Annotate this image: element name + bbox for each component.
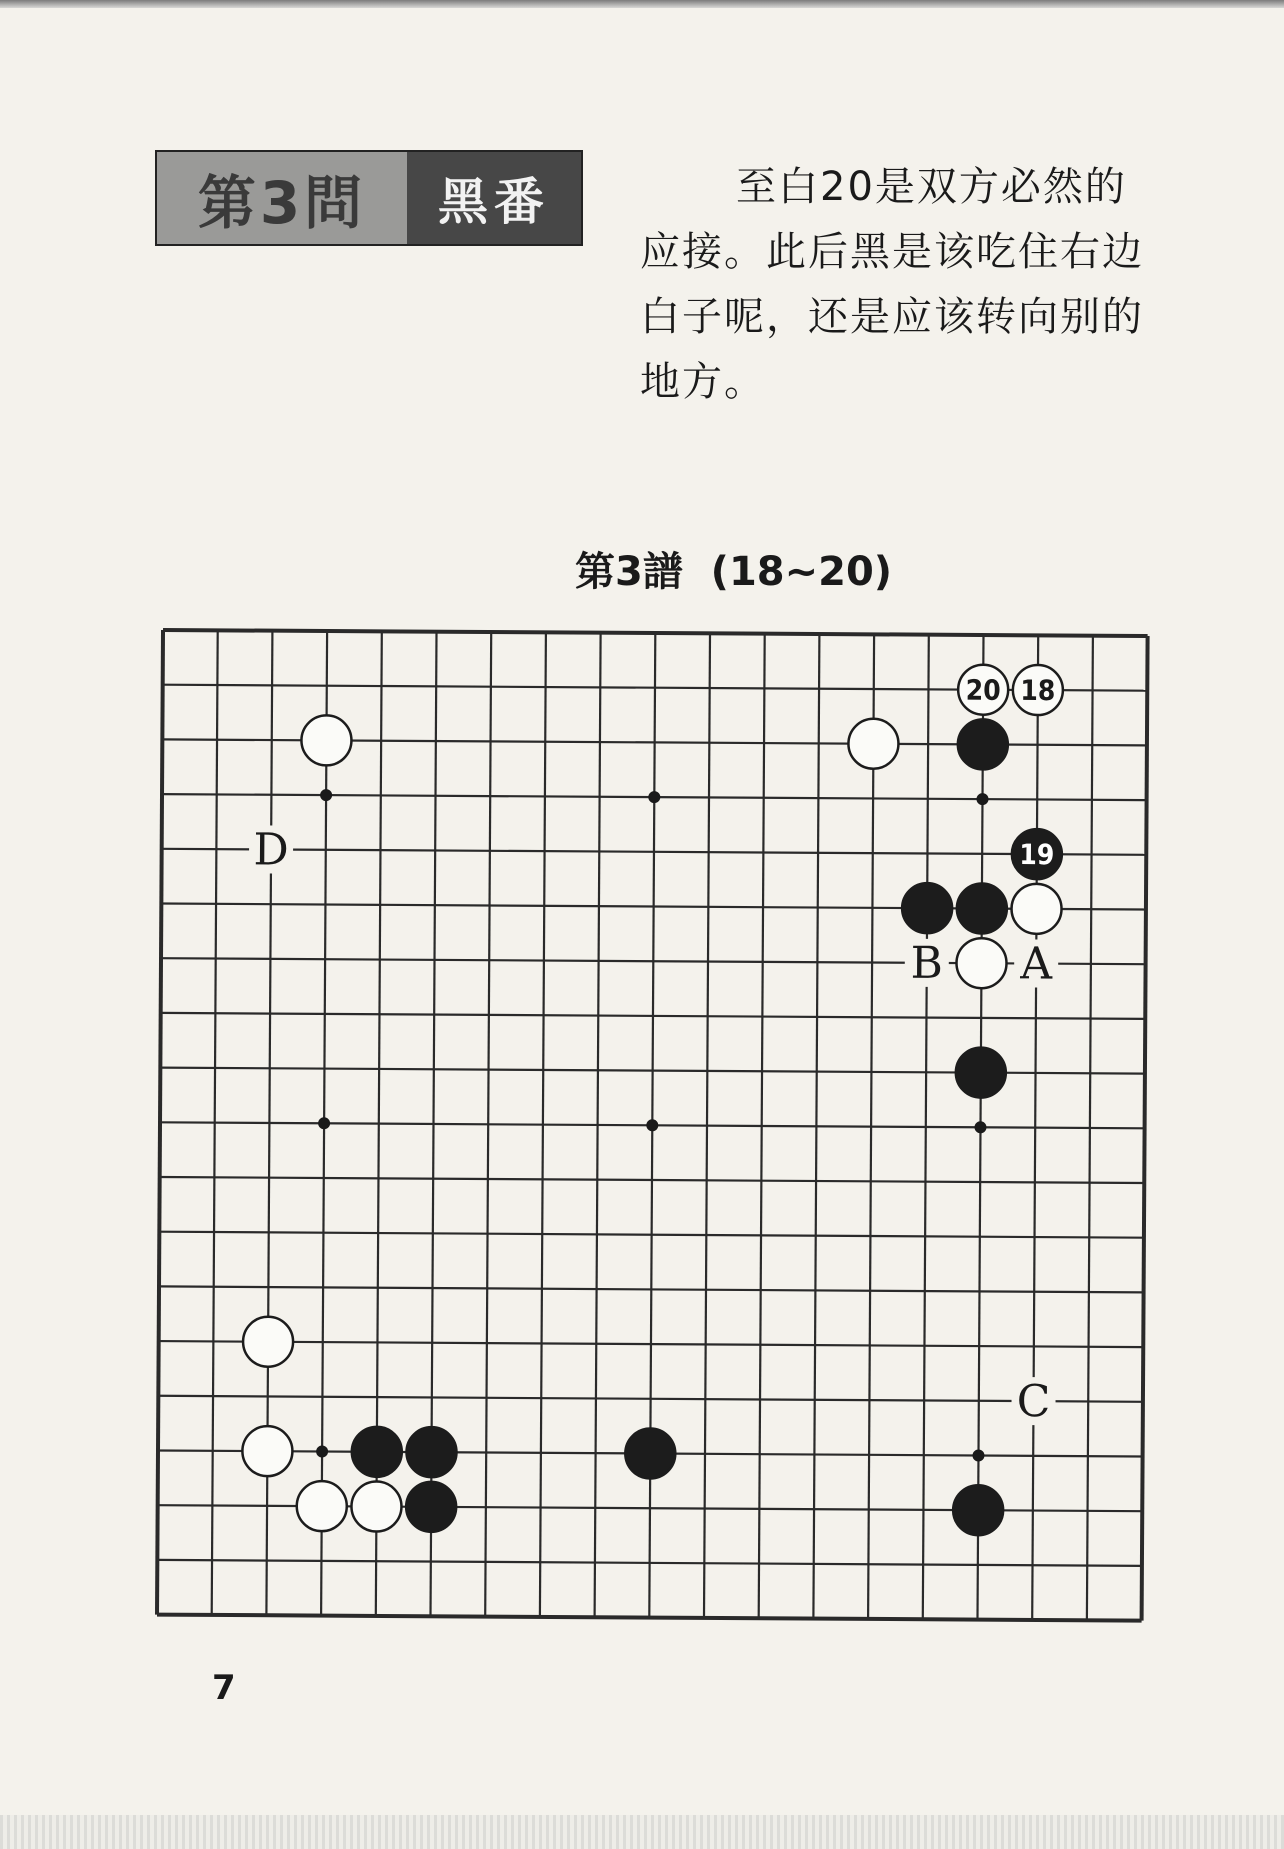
move-number: 20 bbox=[965, 673, 1001, 707]
turn-label: 黑番 bbox=[407, 152, 581, 244]
star-point bbox=[974, 1121, 986, 1133]
black-stone bbox=[953, 1485, 1003, 1535]
point-label: D bbox=[253, 824, 289, 876]
point-label: B bbox=[910, 937, 944, 989]
black-stone bbox=[957, 883, 1007, 933]
white-stone bbox=[956, 938, 1006, 988]
star-point bbox=[316, 1445, 328, 1457]
intro-text: 至白20是双方必然的应接。此后黑是该吃住右边白子呢，还是应该转向别的地方。 bbox=[640, 164, 1144, 405]
move-number: 19 bbox=[1019, 838, 1055, 872]
star-point bbox=[320, 789, 332, 801]
star-point bbox=[976, 793, 988, 805]
black-stone bbox=[352, 1427, 402, 1477]
go-board bbox=[152, 625, 1153, 1626]
move-number: 18 bbox=[1020, 673, 1056, 708]
black-stone bbox=[625, 1428, 675, 1478]
white-stone bbox=[301, 715, 351, 765]
diagram-caption: 第3譜 (18~20) bbox=[575, 549, 893, 595]
black-stone bbox=[902, 883, 952, 933]
white-stone bbox=[351, 1481, 401, 1531]
white-stone bbox=[848, 719, 898, 769]
point-label: A bbox=[1020, 938, 1053, 990]
black-stone bbox=[958, 719, 1008, 769]
star-point bbox=[646, 1119, 658, 1131]
star-point bbox=[648, 791, 660, 803]
white-stone bbox=[243, 1317, 293, 1367]
page-edge-shadow bbox=[0, 0, 1284, 8]
page-bottom-edge bbox=[0, 1815, 1284, 1849]
white-stone bbox=[297, 1481, 347, 1531]
white-stone bbox=[1011, 884, 1061, 934]
problem-badge bbox=[155, 150, 583, 246]
go-board-diagram bbox=[152, 625, 1153, 1626]
black-stone bbox=[956, 1047, 1006, 1097]
problem-label: 第3問 bbox=[157, 152, 407, 244]
star-point bbox=[972, 1449, 984, 1461]
black-stone bbox=[406, 1482, 456, 1532]
star-point bbox=[318, 1117, 330, 1129]
white-stone bbox=[242, 1426, 292, 1476]
point-label: C bbox=[1016, 1376, 1051, 1428]
page-number: 7 bbox=[212, 1668, 236, 1708]
black-stone bbox=[406, 1427, 456, 1477]
